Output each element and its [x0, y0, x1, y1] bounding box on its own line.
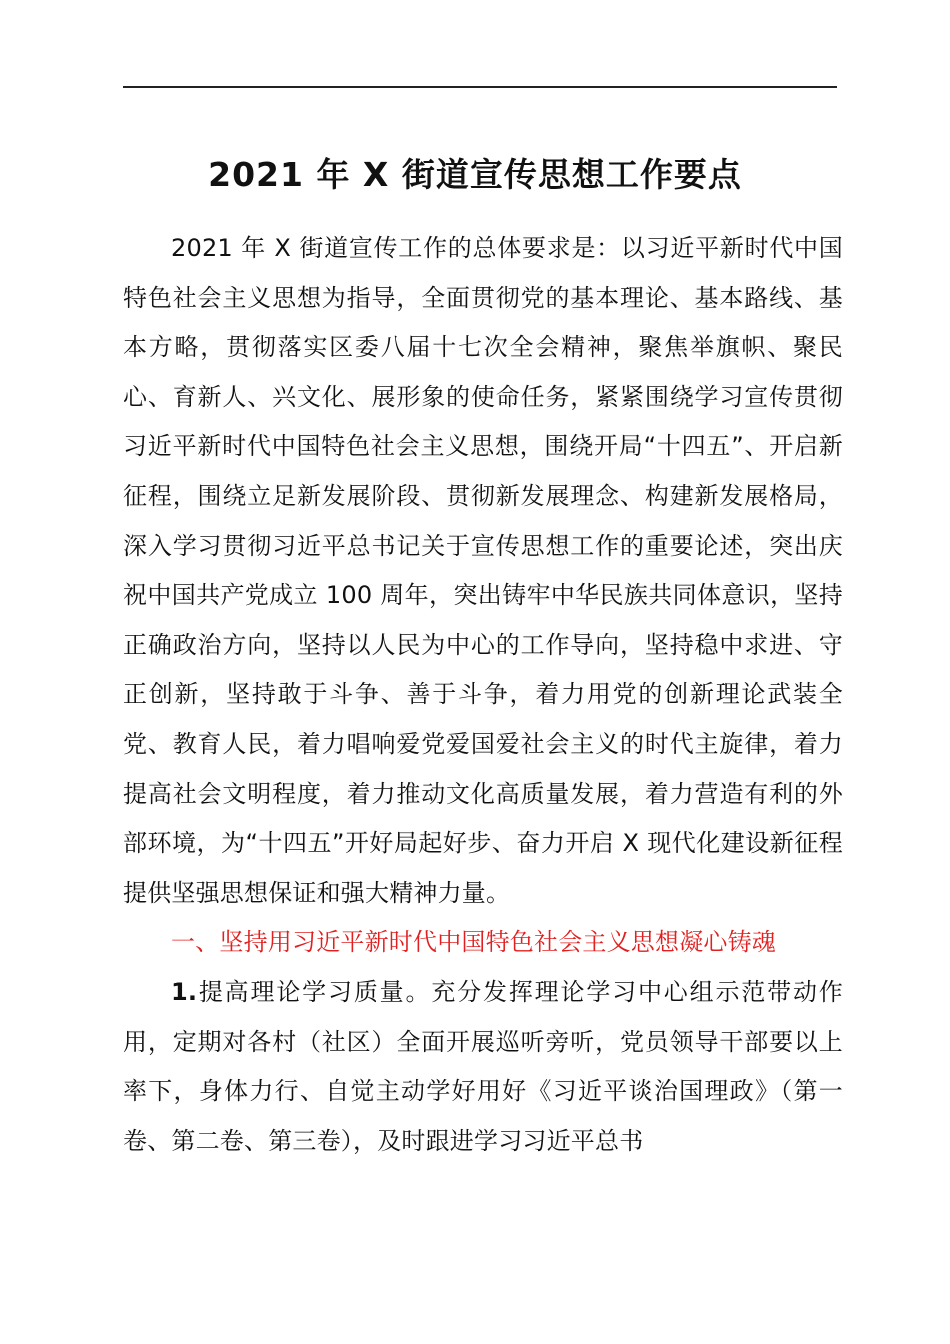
document-body [123, 224, 843, 1166]
document-title: 2021 年 X 街道宣传思想工作要点 [208, 155, 742, 194]
item-paragraph-1 [123, 968, 843, 1166]
section-heading-1: 一、坚持用习近平新时代中国特色社会主义思想凝心铸魂 [171, 928, 776, 957]
intro-paragraph: 2021 年 X 街道宣传工作的总体要求是：以习近平新时代中国特色社会主义思想为指导，全面贯彻党的基本理论、基本路线、基本方略，贯彻落实区委八届十七次全会精神，聚焦举旗帜、聚民心、育新人、兴文化、展形象的使命任务，紧紧围绕学习宣传贯彻习近平新时代中国特色社会主义思想，围绕开局“十四五”、开启新征程，围绕立足新发展阶段、贯彻新发展理念、构建新发展格局，深入学习贯彻习近平总书记关于宣传思想工作的重要论述，突出庆祝中国共产党成立 100 周年，突出铸牢中华民族共同体意识，坚持正确政治方向，坚持以人民为中心的工作导向，坚持稳中求进、守正创新，坚持敢于斗争、善于斗争，着力用党的创新理论武装全党、教育人民，着力唱响爱党爱国爱社会主义的时代主旋律，着力提高社会文明程度，着力推动文化高质量发展，着力营造有利的外部环境，为“十四五”开好局起好步、奋力开启 X 现代化建设新征程提供坚强思想保证和强大精神力量。 [123, 234, 843, 907]
header-rule [123, 86, 837, 88]
item-number: 1. [171, 977, 198, 1006]
item-text: 提高理论学习质量。充分发挥理论学习中心组示范带动作用，定期对各村（社区）全面开展巡听旁听，党员领导干部要以上率下，身体力行、自觉主动学好用好《习近平谈治国理政》（第一卷、第二卷、第三卷），及时跟进学习习近平总书 [123, 977, 843, 1155]
